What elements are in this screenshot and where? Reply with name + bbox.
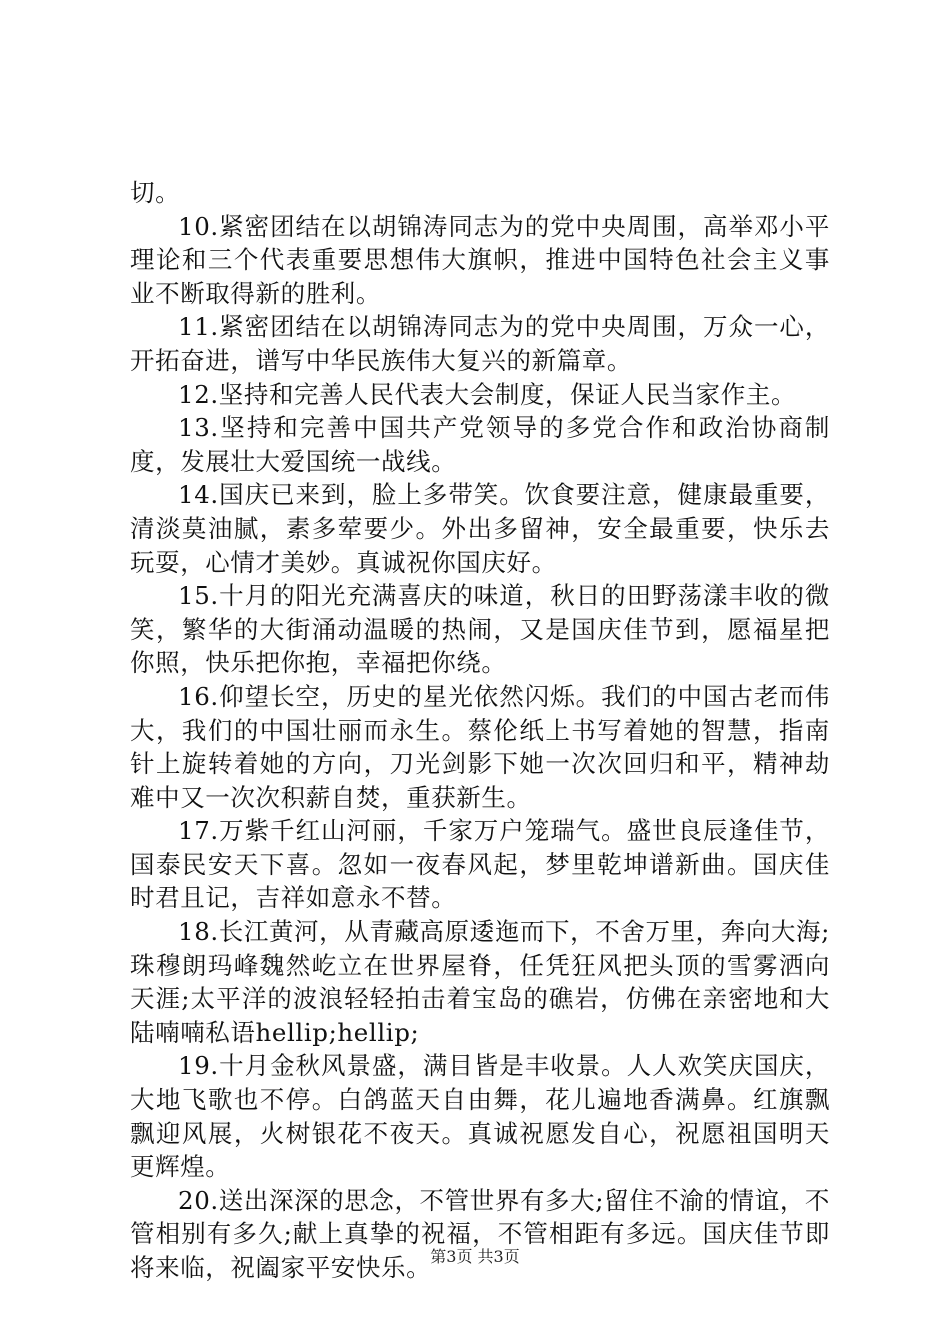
- paragraph-item-14: 14.国庆已来到，脸上多带笑。饮食要注意，健康最重要，清淡莫油腻，素多荤要少。外出多留神，安全最重要，快乐去玩耍，心情才美妙。真诚祝你国庆好。: [130, 480, 830, 577]
- paragraph-item-16: 16.仰望长空，历史的星光依然闪烁。我们的中国古老而伟大，我们的中国壮丽而永生。蔡伦纸上书写着她的智慧，指南针上旋转着她的方向，刀光剑影下她一次次回归和平，精神劫难中又一次次积薪自焚，重获新生。: [130, 681, 830, 812]
- page-number-footer: 第3页 共3页: [430, 1247, 520, 1266]
- paragraph-continuation: 切。: [130, 178, 181, 207]
- paragraph-item-13: 13.坚持和完善中国共产党领导的多党合作和政治协商制度，发展壮大爱国统一战线。: [130, 413, 830, 476]
- paragraph-item-10: 10.紧密团结在以胡锦涛同志为的党中央周围，高举邓小平理论和三个代表重要思想伟大旗帜，推进中国特色社会主义事业不断取得新的胜利。: [130, 211, 830, 308]
- paragraph-item-15: 15.十月的阳光充满喜庆的味道，秋日的田野荡漾丰收的微笑，繁华的大街涌动温暖的热闹，又是国庆佳节到，愿福星把你照，快乐把你抱，幸福把你绕。: [130, 581, 830, 678]
- paragraph-item-17: 17.万紫千红山河丽，千家万户笼瑞气。盛世良辰逢佳节，国泰民安天下喜。忽如一夜春风起，梦里乾坤谱新曲。国庆佳时君且记，吉祥如意永不替。: [130, 816, 830, 913]
- paragraph-item-11: 11.紧密团结在以胡锦涛同志为的党中央周围，万众一心，开拓奋进，谱写中华民族伟大复兴的新篇章。: [130, 312, 830, 375]
- paragraph-item-18: 18.长江黄河，从青藏高原逶迤而下，不舍万里，奔向大海;珠穆朗玛峰魏然屹立在世界屋脊，任凭狂风把头顶的雪雾洒向天涯;太平洋的波浪轻轻拍击着宝岛的礁岩，仿佛在亲密地和大陆喃喃私语hellip;hellip;: [130, 917, 831, 1047]
- document-body: [130, 176, 830, 1285]
- paragraph-item-19: 19.十月金秋风景盛，满目皆是丰收景。人人欢笑庆国庆，大地飞歌也不停。白鸽蓝天自由舞，花儿遍地香满鼻。红旗飘飘迎风展，火树银花不夜天。真诚祝愿发自心，祝愿祖国明天更辉煌。: [130, 1051, 830, 1182]
- paragraph-item-12: 12.坚持和完善人民代表大会制度，保证人民当家作主。: [178, 379, 797, 409]
- paragraph-item-20: 20.送出深深的思念，不管世界有多大;留住不渝的情谊，不管相别有多久;献上真挚的祝福，不管相距有多远。国庆佳节即将来临，祝阖家平安快乐。: [130, 1185, 831, 1282]
